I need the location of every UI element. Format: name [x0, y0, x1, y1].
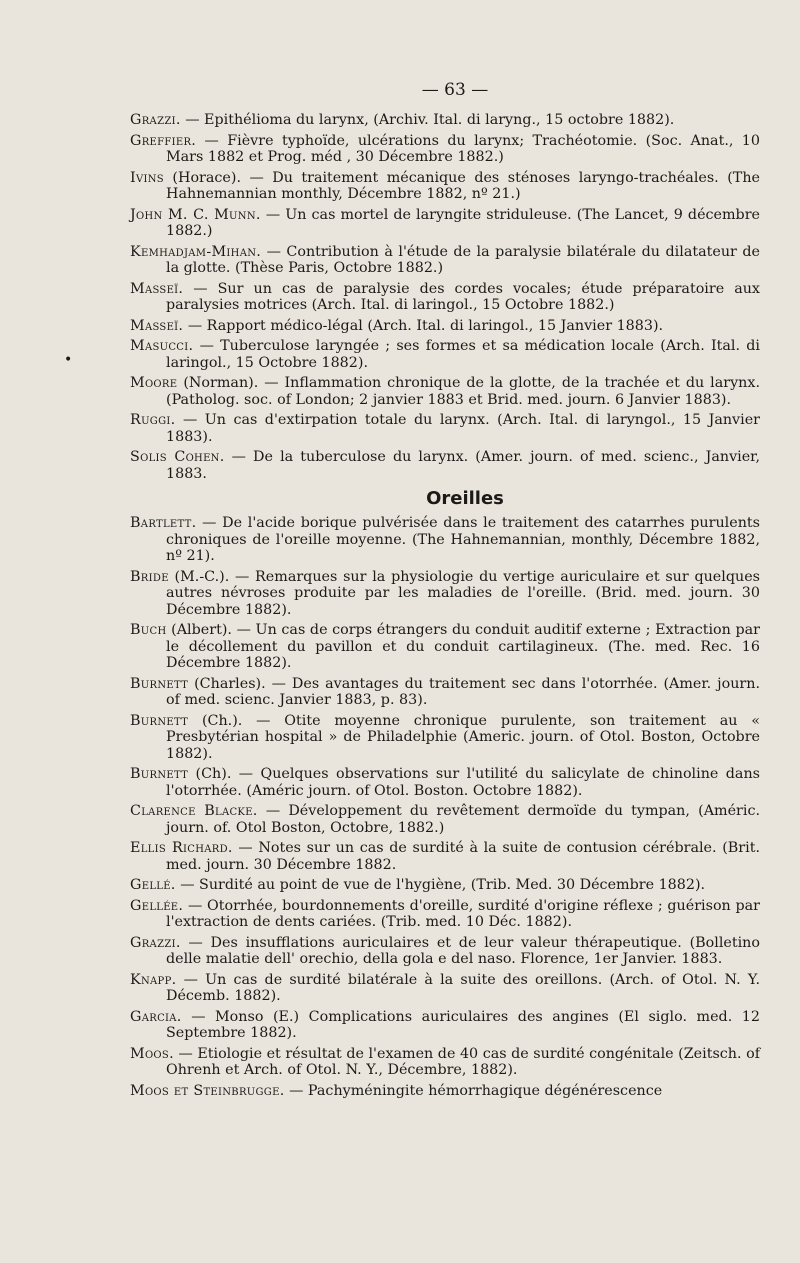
entry-text: — Pachyméningite hémorrhagique dégénérescence	[284, 1082, 663, 1099]
bibliography-list-oreilles	[130, 515, 760, 1099]
bibliography-entry	[130, 133, 760, 166]
bibliography-entry	[130, 803, 760, 836]
bibliography-list-larynx	[130, 112, 760, 482]
entry-author: Bride	[130, 568, 169, 585]
bibliography-entry	[130, 935, 760, 968]
ink-speck: •	[64, 352, 73, 368]
entry-author: Ivins	[130, 169, 164, 186]
bibliography-entry	[130, 676, 760, 709]
entry-author: John M. C. Munn.	[130, 206, 261, 223]
entry-text: — Monso (E.) Complications auriculaires des angines (El siglo. med. 12 Septembre 1882).	[166, 1008, 760, 1041]
bibliography-entry	[130, 569, 760, 619]
entry-text: — Epithélioma du larynx, (Archiv. Ital. di laryng., 15 octobre 1882).	[180, 112, 675, 128]
bibliography-entry	[130, 840, 760, 873]
entry-author: Gellé.	[130, 877, 176, 893]
bibliography-entry	[130, 338, 760, 371]
bibliography-entry	[130, 972, 760, 1005]
bibliography-entry	[130, 1046, 760, 1079]
entry-author: Bartlett.	[130, 515, 197, 531]
bibliography-entry	[130, 244, 760, 277]
entry-author: Burnett	[130, 712, 189, 729]
entry-author: Gellée.	[130, 897, 184, 914]
entry-text: — Rapport médico-légal (Arch. Ital. di laringol., 15 Janvier 1883).	[183, 317, 664, 334]
entry-author: Buch	[130, 622, 167, 638]
entry-author: Burnett	[130, 766, 189, 782]
bibliography-entry	[130, 1009, 760, 1042]
entry-text: — Sur un cas de paralysie des cordes vocales; étude préparatoire aux paralysies motrices (Arch. Ital. di laringol., 15 Octobre 1882.)	[166, 280, 760, 313]
section-heading-oreilles: Oreilles	[426, 488, 504, 509]
entry-author: Knapp.	[130, 971, 177, 988]
entry-author: Ellis Richard.	[130, 840, 233, 856]
entry-text: — Fièvre typhoïde, ulcérations du larynx; Trachéotomie. (Soc. Anat., 10 Mars 1882 et Prog. méd , 30 Décembre 1882.)	[166, 132, 760, 165]
entry-author: Greffier.	[130, 132, 197, 149]
bibliography-entry	[130, 281, 760, 314]
entry-author: Moos.	[130, 1045, 174, 1062]
entry-author: Kemhadjam-Mihan.	[130, 243, 262, 260]
entry-text: (Ch.). — Otite moyenne chronique purulente, son traitement au « Presbytérian hospital » de Philadelphie (Americ. journ. of Otol. Boston, Octobre 1882).	[166, 712, 760, 762]
bibliography-entry	[130, 318, 760, 335]
entry-text: — Otorrhée, bourdonnements d'oreille, surdité d'origine réflexe ; guérison par l'extraction de dents cariées. (Trib. med. 10 Déc. 1882).	[166, 897, 760, 930]
entry-text: — Des insufflations auriculaires et de leur valeur thérapeutique. (Bolletino delle malatie dell' orechio, della gola e del naso. Florence, 1er Janvier. 1883.	[166, 934, 760, 967]
entry-text: — Notes sur un cas de surdité à la suite de contusion cérébrale. (Brit. med. journ. 30 Décembre 1882.	[166, 840, 760, 873]
bibliography-entry	[130, 713, 760, 763]
entry-author: Moos et Steinbrugge.	[130, 1082, 285, 1099]
entry-author: Clarence Blacke.	[130, 803, 258, 819]
bibliography-entry	[130, 898, 760, 931]
bibliography-entry	[130, 449, 760, 482]
entry-author: Masseï.	[130, 280, 184, 297]
entry-author: Grazzi.	[130, 934, 181, 951]
entry-author: Burnett	[130, 675, 189, 692]
entry-text: — De l'acide borique pulvérisée dans le traitement des catarrhes purulents chroniques de l'oreille moyenne. (The Hahnemannian, monthly, Décembre 1882, nº 21).	[166, 515, 760, 564]
bibliography-entry	[130, 877, 760, 894]
entry-text: — Un cas de surdité bilatérale à la suite des oreillons. (Arch. of Otol. N. Y. Décemb. 1882).	[166, 971, 760, 1004]
bibliography-entry	[130, 375, 760, 408]
entry-text: (Ch). — Quelques observations sur l'utilité du salicylate de chinoline dans l'otorrhée. (Améric journ. of Otol. Boston. Octobre 1882).	[166, 766, 760, 799]
entry-text: — De la tuberculose du larynx. (Amer. journ. of med. scienc., Janvier, 1883.	[166, 449, 760, 482]
bibliography-entry	[130, 412, 760, 445]
entry-author: Masucci.	[130, 338, 194, 354]
page-number: — 63 —	[421, 80, 489, 100]
entry-text: (Charles). — Des avantages du traitement sec dans l'otorrhée. (Amer. journ. of med. scienc. Janvier 1883, p. 83).	[166, 675, 760, 708]
entry-text: — Un cas mortel de laryngite striduleuse. (The Lancet, 9 décembre 1882.)	[166, 206, 761, 239]
entry-author: Garcia.	[130, 1008, 182, 1025]
entry-text: (M.-C.). — Remarques sur la physiologie du vertige auriculaire et sur quelques autres névroses produite par les maladies de l'oreille. (Brid. med. journ. 30 Décembre 1882).	[166, 568, 760, 618]
entry-author: Grazzi.	[130, 112, 181, 128]
bibliography-entry	[130, 170, 760, 203]
entry-text: (Norman). — Inflammation chronique de la glotte, de la trachée et du larynx. (Patholog. soc. of London; 2 janvier 1883 et Brid. med. journ. 6 Janvier 1883).	[166, 375, 760, 408]
bibliography-entry	[130, 515, 760, 565]
entry-text: — Surdité au point de vue de l'hygiène, (Trib. Med. 30 Décembre 1882).	[175, 877, 706, 893]
entry-text: — Développement du revêtement dermoïde du tympan, (Améric. journ. of. Otol Boston, Octobre, 1882.)	[166, 803, 760, 836]
entry-author: Moore	[130, 375, 178, 391]
bibliography-entry	[130, 207, 760, 240]
entry-text: (Horace). — Du traitement mécanique des sténoses laryngo-trachéales. (The Hahnemannian monthly, Décembre 1882, nº 21.)	[163, 169, 760, 202]
entry-text: — Etiologie et résultat de l'examen de 40 cas de surdité congénitale (Zeitsch. of Ohrenh et Arch. of Otol. N. Y., Décembre, 1882).	[166, 1045, 761, 1078]
entry-text: — Tuberculose laryngée ; ses formes et sa médication locale (Arch. Ital. di laringol., 15 Octobre 1882).	[166, 338, 760, 371]
bibliography-entry	[130, 622, 760, 672]
entry-text: — Un cas d'extirpation totale du larynx. (Arch. Ital. di laryngol., 15 Janvier 1883).	[166, 412, 760, 445]
bibliography-entry	[130, 1083, 760, 1100]
bibliography-entry	[130, 112, 760, 129]
entry-text: (Albert). — Un cas de corps étrangers du conduit auditif externe ; Extraction par le décollement du pavillon et du conduit cartilagineux. (The. med. Rec. 16 Décembre 1882).	[166, 622, 760, 671]
entry-author: Masseï.	[130, 317, 184, 334]
bibliography-entry	[130, 766, 760, 799]
entry-author: Solis Cohen.	[130, 449, 225, 465]
entry-text: — Contribution à l'étude de la paralysie bilatérale du dilatateur de la glotte. (Thèse Paris, Octobre 1882.)	[166, 243, 760, 276]
entry-author: Ruggi.	[130, 412, 176, 428]
